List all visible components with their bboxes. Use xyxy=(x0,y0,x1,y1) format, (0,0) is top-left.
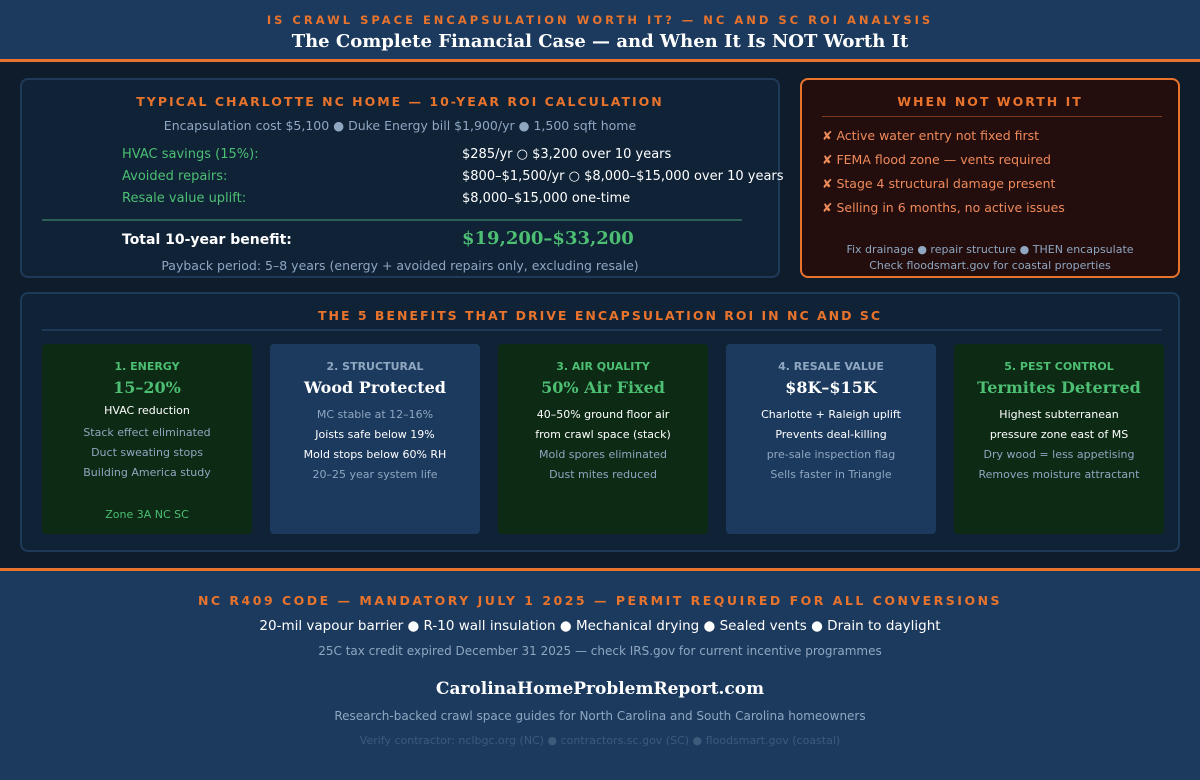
roi-row-label: Resale value uplift: xyxy=(122,191,247,206)
benefit-card-line: 40–50% ground floor air xyxy=(536,408,670,421)
benefit-card-heading: 3. AIR QUALITY xyxy=(556,360,650,373)
benefit-card-line: 20–25 year system life xyxy=(312,468,438,481)
verify-contractor-note: Verify contractor: nclbgc.org (NC) ● contractors.sc.gov (SC) ● floodsmart.gov (coastal) xyxy=(359,734,841,747)
code-requirements: 20-mil vapour barrier ● R-10 wall insulation ● Mechanical drying ● Sealed vents ● Drain to daylight xyxy=(259,618,941,634)
not-worth-footnote: Check floodsmart.gov for coastal properties xyxy=(869,259,1111,272)
benefit-card-headline: 15–20% xyxy=(113,378,181,397)
not-worth-panel xyxy=(800,78,1180,278)
benefit-card-line: from crawl space (stack) xyxy=(535,428,671,441)
tax-credit-note: 25C tax credit expired December 31 2025 — check IRS.gov for current incentive programmes xyxy=(318,644,882,658)
benefit-card-line: Removes moisture attractant xyxy=(978,468,1140,481)
benefit-card-line: Building America study xyxy=(83,466,211,479)
benefit-card-line: Charlotte + Raleigh uplift xyxy=(761,408,901,421)
roi-row-label: HVAC savings (15%): xyxy=(122,147,259,162)
roi-title: TYPICAL CHARLOTTE NC HOME — 10-YEAR ROI CALCULATION xyxy=(136,94,664,109)
roi-total-value: $19,200–$33,200 xyxy=(462,228,634,249)
benefit-card-line: Dust mites reduced xyxy=(549,468,657,481)
not-worth-divider xyxy=(822,116,1162,117)
roi-panel xyxy=(20,78,784,278)
benefit-card-line: Mold stops below 60% RH xyxy=(303,448,447,461)
header-kicker: IS CRAWL SPACE ENCAPSULATION WORTH IT? — NC AND SC ROI ANALYSIS xyxy=(266,13,934,27)
site-name: CarolinaHomeProblemReport.com xyxy=(435,679,765,699)
roi-row-value: $800–$1,500/yr ○ $8,000–$15,000 over 10 years xyxy=(462,169,784,184)
benefit-card-air-quality xyxy=(498,344,708,534)
benefit-card-structural xyxy=(270,344,480,534)
benefit-card-note: Zone 3A NC SC xyxy=(105,508,189,521)
benefits-divider xyxy=(42,329,1162,331)
benefit-card-line: Dry wood = less appetising xyxy=(983,448,1135,461)
benefit-card-headline: Wood Protected xyxy=(304,378,446,397)
roi-row xyxy=(122,169,802,187)
roi-row xyxy=(122,147,802,165)
benefit-card-headline: 50% Air Fixed xyxy=(541,378,665,397)
benefit-card-line: HVAC reduction xyxy=(104,404,190,417)
page-title: The Complete Financial Case — and When It Is NOT Worth It xyxy=(291,31,909,52)
benefit-card-line: Mold spores eliminated xyxy=(539,448,667,461)
roi-divider xyxy=(42,219,742,221)
footer-kicker: NC R409 CODE — MANDATORY JULY 1 2025 — PERMIT REQUIRED FOR ALL CONVERSIONS xyxy=(197,593,1003,608)
benefit-card-line: MC stable at 12–16% xyxy=(316,408,434,421)
not-worth-title: WHEN NOT WORTH IT xyxy=(897,94,1083,109)
not-worth-item: ✘ Active water entry not fixed first xyxy=(822,128,1040,143)
not-worth-item: ✘ Stage 4 structural damage present xyxy=(822,176,1056,191)
not-worth-footnote: Fix drainage ● repair structure ● THEN encapsulate xyxy=(846,243,1134,256)
benefit-card-line: Stack effect eliminated xyxy=(83,426,211,439)
benefit-card-headline: $8K–$15K xyxy=(785,378,877,397)
roi-row-value: $8,000–$15,000 one-time xyxy=(462,191,631,206)
benefit-card-energy xyxy=(42,344,252,534)
benefit-card-line: pressure zone east of MS xyxy=(989,428,1129,441)
benefit-card-line: Joists safe below 19% xyxy=(315,428,435,441)
benefit-card-line: Sells faster in Triangle xyxy=(770,468,892,481)
benefit-card-heading: 4. RESALE VALUE xyxy=(778,360,884,373)
footer-banner xyxy=(0,568,1200,780)
benefit-card-pest-control xyxy=(954,344,1164,534)
roi-row-label: Avoided repairs: xyxy=(122,169,228,184)
roi-row-value: $285/yr ○ $3,200 over 10 years xyxy=(462,147,672,162)
header-banner xyxy=(0,0,1200,62)
benefits-panel xyxy=(20,292,1180,552)
benefit-card-heading: 2. STRUCTURAL xyxy=(326,360,424,373)
benefit-card-heading: 1. ENERGY xyxy=(114,360,180,373)
roi-payback: Payback period: 5–8 years (energy + avoided repairs only, excluding resale) xyxy=(161,258,639,273)
benefit-card-line: Highest subterranean xyxy=(999,408,1119,421)
site-tagline: Research-backed crawl space guides for North Carolina and South Carolina homeowners xyxy=(334,709,866,723)
benefit-card-heading: 5. PEST CONTROL xyxy=(1004,360,1114,373)
roi-total-label: Total 10-year benefit: xyxy=(122,232,292,248)
benefit-card-line: Duct sweating stops xyxy=(91,446,203,459)
roi-row xyxy=(122,191,802,209)
benefit-card-resale-value xyxy=(726,344,936,534)
benefit-card-line: pre-sale inspection flag xyxy=(766,448,896,461)
benefits-title: THE 5 BENEFITS THAT DRIVE ENCAPSULATION ROI IN NC AND SC xyxy=(317,308,883,323)
benefit-card-line: Prevents deal-killing xyxy=(775,428,887,441)
not-worth-item: ✘ Selling in 6 months, no active issues xyxy=(822,200,1065,215)
not-worth-item: ✘ FEMA flood zone — vents required xyxy=(822,152,1051,167)
benefit-card-headline: Termites Deterred xyxy=(977,378,1141,397)
roi-summary: Encapsulation cost $5,100 ● Duke Energy bill $1,900/yr ● 1,500 sqft home xyxy=(163,118,637,133)
